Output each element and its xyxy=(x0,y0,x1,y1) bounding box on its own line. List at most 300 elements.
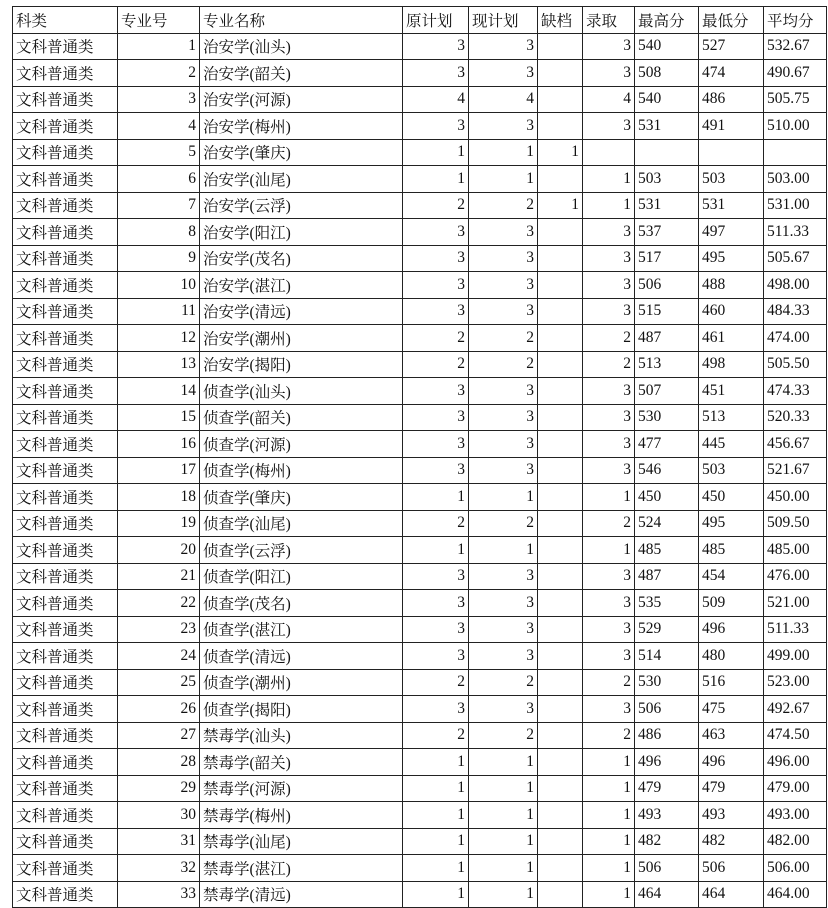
cell-highest-score xyxy=(635,139,699,166)
cell-original-plan: 3 xyxy=(403,113,469,140)
cell-admitted: 1 xyxy=(583,802,635,829)
cell-admitted: 3 xyxy=(583,60,635,87)
cell-lowest-score: 445 xyxy=(699,431,764,458)
cell-admitted: 2 xyxy=(583,351,635,378)
cell-major-name: 侦查学(潮州) xyxy=(200,669,403,696)
table-row xyxy=(13,431,827,458)
cell-category: 文科普通类 xyxy=(13,139,118,166)
cell-current-plan: 3 xyxy=(469,33,538,60)
cell-current-plan: 3 xyxy=(469,590,538,617)
cell-shortfall xyxy=(538,113,583,140)
cell-major-number: 32 xyxy=(118,855,200,882)
header-cell-current-plan: 现计划 xyxy=(469,7,538,34)
cell-original-plan: 3 xyxy=(403,404,469,431)
cell-lowest-score: 503 xyxy=(699,166,764,193)
cell-current-plan: 3 xyxy=(469,272,538,299)
table-row xyxy=(13,113,827,140)
cell-lowest-score xyxy=(699,139,764,166)
cell-original-plan: 3 xyxy=(403,590,469,617)
cell-admitted: 1 xyxy=(583,775,635,802)
cell-admitted: 3 xyxy=(583,298,635,325)
cell-shortfall xyxy=(538,722,583,749)
table-row xyxy=(13,669,827,696)
table-row xyxy=(13,828,827,855)
cell-current-plan: 2 xyxy=(469,351,538,378)
cell-major-number: 23 xyxy=(118,616,200,643)
cell-major-number: 4 xyxy=(118,113,200,140)
cell-major-number: 12 xyxy=(118,325,200,352)
cell-highest-score: 506 xyxy=(635,855,699,882)
cell-major-number: 6 xyxy=(118,166,200,193)
cell-lowest-score: 482 xyxy=(699,828,764,855)
cell-category: 文科普通类 xyxy=(13,881,118,908)
header-cell-original-plan: 原计划 xyxy=(403,7,469,34)
cell-major-number: 7 xyxy=(118,192,200,219)
cell-current-plan: 3 xyxy=(469,563,538,590)
table-row xyxy=(13,404,827,431)
cell-original-plan: 1 xyxy=(403,828,469,855)
cell-average-score: 479.00 xyxy=(764,775,827,802)
cell-category: 文科普通类 xyxy=(13,378,118,405)
cell-original-plan: 3 xyxy=(403,219,469,246)
cell-shortfall xyxy=(538,510,583,537)
cell-shortfall xyxy=(538,86,583,113)
cell-average-score xyxy=(764,139,827,166)
cell-lowest-score: 450 xyxy=(699,484,764,511)
cell-lowest-score: 493 xyxy=(699,802,764,829)
cell-shortfall xyxy=(538,855,583,882)
cell-highest-score: 531 xyxy=(635,113,699,140)
cell-lowest-score: 491 xyxy=(699,113,764,140)
cell-major-number: 20 xyxy=(118,537,200,564)
cell-category: 文科普通类 xyxy=(13,113,118,140)
cell-major-number: 26 xyxy=(118,696,200,723)
cell-original-plan: 2 xyxy=(403,722,469,749)
cell-shortfall xyxy=(538,404,583,431)
cell-original-plan: 2 xyxy=(403,325,469,352)
cell-admitted: 3 xyxy=(583,219,635,246)
cell-major-name: 侦查学(肇庆) xyxy=(200,484,403,511)
cell-major-name: 治安学(揭阳) xyxy=(200,351,403,378)
cell-current-plan: 3 xyxy=(469,245,538,272)
cell-category: 文科普通类 xyxy=(13,431,118,458)
cell-average-score: 474.00 xyxy=(764,325,827,352)
cell-category: 文科普通类 xyxy=(13,245,118,272)
cell-average-score: 493.00 xyxy=(764,802,827,829)
cell-current-plan: 3 xyxy=(469,643,538,670)
header-row xyxy=(13,7,827,34)
cell-lowest-score: 480 xyxy=(699,643,764,670)
cell-major-number: 17 xyxy=(118,457,200,484)
cell-highest-score: 496 xyxy=(635,749,699,776)
cell-lowest-score: 503 xyxy=(699,457,764,484)
cell-lowest-score: 527 xyxy=(699,33,764,60)
cell-category: 文科普通类 xyxy=(13,749,118,776)
cell-major-name: 禁毒学(汕尾) xyxy=(200,828,403,855)
cell-major-name: 治安学(云浮) xyxy=(200,192,403,219)
cell-major-number: 9 xyxy=(118,245,200,272)
cell-highest-score: 517 xyxy=(635,245,699,272)
table-row xyxy=(13,696,827,723)
cell-highest-score: 506 xyxy=(635,272,699,299)
table-row xyxy=(13,563,827,590)
table-row xyxy=(13,510,827,537)
cell-shortfall: 1 xyxy=(538,192,583,219)
cell-major-number: 31 xyxy=(118,828,200,855)
cell-highest-score: 546 xyxy=(635,457,699,484)
cell-current-plan: 3 xyxy=(469,113,538,140)
cell-shortfall xyxy=(538,881,583,908)
cell-lowest-score: 516 xyxy=(699,669,764,696)
cell-highest-score: 508 xyxy=(635,60,699,87)
cell-original-plan: 1 xyxy=(403,881,469,908)
table-row xyxy=(13,272,827,299)
cell-original-plan: 3 xyxy=(403,457,469,484)
cell-original-plan: 3 xyxy=(403,696,469,723)
cell-highest-score: 493 xyxy=(635,802,699,829)
cell-average-score: 509.50 xyxy=(764,510,827,537)
cell-highest-score: 537 xyxy=(635,219,699,246)
cell-major-name: 侦查学(湛江) xyxy=(200,616,403,643)
cell-lowest-score: 513 xyxy=(699,404,764,431)
cell-average-score: 476.00 xyxy=(764,563,827,590)
cell-average-score: 520.33 xyxy=(764,404,827,431)
cell-lowest-score: 464 xyxy=(699,881,764,908)
table-row xyxy=(13,643,827,670)
cell-category: 文科普通类 xyxy=(13,696,118,723)
cell-major-number: 5 xyxy=(118,139,200,166)
cell-average-score: 456.67 xyxy=(764,431,827,458)
cell-admitted xyxy=(583,139,635,166)
cell-highest-score: 486 xyxy=(635,722,699,749)
cell-admitted: 1 xyxy=(583,881,635,908)
cell-category: 文科普通类 xyxy=(13,669,118,696)
table-row xyxy=(13,802,827,829)
cell-major-name: 侦查学(汕尾) xyxy=(200,510,403,537)
cell-major-number: 8 xyxy=(118,219,200,246)
cell-shortfall xyxy=(538,643,583,670)
cell-original-plan: 3 xyxy=(403,378,469,405)
cell-major-number: 15 xyxy=(118,404,200,431)
cell-category: 文科普通类 xyxy=(13,404,118,431)
cell-shortfall xyxy=(538,669,583,696)
cell-major-number: 28 xyxy=(118,749,200,776)
cell-lowest-score: 475 xyxy=(699,696,764,723)
cell-category: 文科普通类 xyxy=(13,272,118,299)
cell-highest-score: 540 xyxy=(635,33,699,60)
cell-current-plan: 2 xyxy=(469,325,538,352)
cell-major-name: 治安学(潮州) xyxy=(200,325,403,352)
cell-original-plan: 3 xyxy=(403,245,469,272)
cell-major-number: 11 xyxy=(118,298,200,325)
cell-major-name: 侦查学(韶关) xyxy=(200,404,403,431)
table-row xyxy=(13,139,827,166)
table-row xyxy=(13,351,827,378)
cell-current-plan: 2 xyxy=(469,510,538,537)
table-row xyxy=(13,192,827,219)
cell-shortfall xyxy=(538,325,583,352)
cell-current-plan: 1 xyxy=(469,775,538,802)
cell-original-plan: 3 xyxy=(403,33,469,60)
cell-category: 文科普通类 xyxy=(13,166,118,193)
cell-average-score: 523.00 xyxy=(764,669,827,696)
cell-major-name: 禁毒学(湛江) xyxy=(200,855,403,882)
cell-current-plan: 4 xyxy=(469,86,538,113)
cell-original-plan: 1 xyxy=(403,855,469,882)
cell-original-plan: 2 xyxy=(403,351,469,378)
cell-average-score: 496.00 xyxy=(764,749,827,776)
cell-category: 文科普通类 xyxy=(13,325,118,352)
cell-average-score: 503.00 xyxy=(764,166,827,193)
cell-original-plan: 2 xyxy=(403,669,469,696)
cell-category: 文科普通类 xyxy=(13,33,118,60)
cell-shortfall xyxy=(538,245,583,272)
cell-shortfall xyxy=(538,166,583,193)
cell-current-plan: 3 xyxy=(469,60,538,87)
cell-average-score: 484.33 xyxy=(764,298,827,325)
cell-lowest-score: 485 xyxy=(699,537,764,564)
cell-current-plan: 3 xyxy=(469,219,538,246)
cell-lowest-score: 474 xyxy=(699,60,764,87)
cell-category: 文科普通类 xyxy=(13,537,118,564)
cell-average-score: 532.67 xyxy=(764,33,827,60)
cell-lowest-score: 486 xyxy=(699,86,764,113)
cell-major-name: 侦查学(清远) xyxy=(200,643,403,670)
cell-admitted: 1 xyxy=(583,166,635,193)
cell-category: 文科普通类 xyxy=(13,563,118,590)
cell-current-plan: 3 xyxy=(469,457,538,484)
cell-lowest-score: 460 xyxy=(699,298,764,325)
cell-lowest-score: 495 xyxy=(699,510,764,537)
table-row xyxy=(13,245,827,272)
cell-major-number: 22 xyxy=(118,590,200,617)
cell-original-plan: 1 xyxy=(403,775,469,802)
cell-average-score: 505.50 xyxy=(764,351,827,378)
cell-original-plan: 1 xyxy=(403,166,469,193)
cell-original-plan: 1 xyxy=(403,802,469,829)
cell-major-number: 2 xyxy=(118,60,200,87)
cell-major-number: 18 xyxy=(118,484,200,511)
cell-shortfall xyxy=(538,616,583,643)
cell-original-plan: 1 xyxy=(403,537,469,564)
cell-category: 文科普通类 xyxy=(13,616,118,643)
cell-highest-score: 540 xyxy=(635,86,699,113)
cell-admitted: 3 xyxy=(583,590,635,617)
cell-current-plan: 1 xyxy=(469,139,538,166)
cell-highest-score: 524 xyxy=(635,510,699,537)
cell-lowest-score: 451 xyxy=(699,378,764,405)
cell-major-number: 30 xyxy=(118,802,200,829)
cell-category: 文科普通类 xyxy=(13,590,118,617)
cell-major-name: 侦查学(河源) xyxy=(200,431,403,458)
cell-current-plan: 1 xyxy=(469,166,538,193)
cell-major-number: 10 xyxy=(118,272,200,299)
table-row xyxy=(13,33,827,60)
cell-average-score: 482.00 xyxy=(764,828,827,855)
cell-highest-score: 479 xyxy=(635,775,699,802)
cell-lowest-score: 506 xyxy=(699,855,764,882)
cell-original-plan: 3 xyxy=(403,431,469,458)
cell-major-name: 禁毒学(河源) xyxy=(200,775,403,802)
header-cell-major-name: 专业名称 xyxy=(200,7,403,34)
cell-original-plan: 3 xyxy=(403,616,469,643)
cell-admitted: 3 xyxy=(583,431,635,458)
cell-major-number: 27 xyxy=(118,722,200,749)
cell-current-plan: 2 xyxy=(469,192,538,219)
cell-original-plan: 3 xyxy=(403,643,469,670)
cell-average-score: 474.50 xyxy=(764,722,827,749)
cell-current-plan: 1 xyxy=(469,828,538,855)
cell-major-number: 13 xyxy=(118,351,200,378)
cell-lowest-score: 495 xyxy=(699,245,764,272)
cell-shortfall: 1 xyxy=(538,139,583,166)
cell-shortfall xyxy=(538,351,583,378)
cell-major-name: 侦查学(茂名) xyxy=(200,590,403,617)
cell-admitted: 2 xyxy=(583,722,635,749)
cell-lowest-score: 531 xyxy=(699,192,764,219)
cell-major-number: 1 xyxy=(118,33,200,60)
cell-average-score: 505.67 xyxy=(764,245,827,272)
cell-highest-score: 535 xyxy=(635,590,699,617)
table-row xyxy=(13,749,827,776)
cell-shortfall xyxy=(538,272,583,299)
cell-average-score: 510.00 xyxy=(764,113,827,140)
cell-major-name: 治安学(清远) xyxy=(200,298,403,325)
cell-current-plan: 3 xyxy=(469,696,538,723)
cell-lowest-score: 496 xyxy=(699,749,764,776)
cell-category: 文科普通类 xyxy=(13,192,118,219)
cell-major-number: 24 xyxy=(118,643,200,670)
cell-admitted: 4 xyxy=(583,86,635,113)
cell-shortfall xyxy=(538,828,583,855)
cell-shortfall xyxy=(538,60,583,87)
cell-average-score: 485.00 xyxy=(764,537,827,564)
cell-admitted: 1 xyxy=(583,855,635,882)
cell-average-score: 492.67 xyxy=(764,696,827,723)
cell-current-plan: 1 xyxy=(469,537,538,564)
cell-shortfall xyxy=(538,775,583,802)
cell-original-plan: 3 xyxy=(403,563,469,590)
table-row xyxy=(13,298,827,325)
cell-major-name: 治安学(肇庆) xyxy=(200,139,403,166)
cell-average-score: 498.00 xyxy=(764,272,827,299)
cell-shortfall xyxy=(538,749,583,776)
cell-shortfall xyxy=(538,457,583,484)
cell-highest-score: 507 xyxy=(635,378,699,405)
cell-highest-score: 487 xyxy=(635,563,699,590)
cell-major-name: 治安学(湛江) xyxy=(200,272,403,299)
table-row xyxy=(13,457,827,484)
cell-current-plan: 2 xyxy=(469,669,538,696)
cell-major-name: 治安学(河源) xyxy=(200,86,403,113)
cell-major-number: 19 xyxy=(118,510,200,537)
table-row xyxy=(13,722,827,749)
cell-shortfall xyxy=(538,537,583,564)
cell-major-name: 侦查学(揭阳) xyxy=(200,696,403,723)
cell-current-plan: 2 xyxy=(469,722,538,749)
cell-major-name: 侦查学(梅州) xyxy=(200,457,403,484)
table-row xyxy=(13,616,827,643)
cell-admitted: 1 xyxy=(583,537,635,564)
cell-category: 文科普通类 xyxy=(13,86,118,113)
cell-admitted: 3 xyxy=(583,33,635,60)
cell-shortfall xyxy=(538,33,583,60)
cell-highest-score: 450 xyxy=(635,484,699,511)
cell-admitted: 1 xyxy=(583,749,635,776)
cell-current-plan: 3 xyxy=(469,298,538,325)
cell-category: 文科普通类 xyxy=(13,828,118,855)
cell-original-plan: 4 xyxy=(403,86,469,113)
cell-original-plan: 3 xyxy=(403,272,469,299)
cell-average-score: 499.00 xyxy=(764,643,827,670)
cell-major-name: 治安学(梅州) xyxy=(200,113,403,140)
cell-highest-score: 503 xyxy=(635,166,699,193)
cell-major-name: 治安学(汕头) xyxy=(200,33,403,60)
cell-lowest-score: 479 xyxy=(699,775,764,802)
cell-current-plan: 3 xyxy=(469,378,538,405)
cell-highest-score: 531 xyxy=(635,192,699,219)
cell-major-number: 25 xyxy=(118,669,200,696)
cell-highest-score: 530 xyxy=(635,669,699,696)
cell-average-score: 505.75 xyxy=(764,86,827,113)
cell-original-plan: 1 xyxy=(403,484,469,511)
cell-major-number: 14 xyxy=(118,378,200,405)
cell-admitted: 2 xyxy=(583,325,635,352)
table-row xyxy=(13,775,827,802)
cell-major-number: 16 xyxy=(118,431,200,458)
cell-admitted: 3 xyxy=(583,378,635,405)
cell-major-name: 禁毒学(梅州) xyxy=(200,802,403,829)
cell-shortfall xyxy=(538,484,583,511)
cell-shortfall xyxy=(538,431,583,458)
cell-average-score: 464.00 xyxy=(764,881,827,908)
cell-current-plan: 3 xyxy=(469,404,538,431)
cell-admitted: 3 xyxy=(583,457,635,484)
cell-major-name: 治安学(茂名) xyxy=(200,245,403,272)
table-row xyxy=(13,537,827,564)
cell-lowest-score: 454 xyxy=(699,563,764,590)
cell-lowest-score: 461 xyxy=(699,325,764,352)
table-body xyxy=(13,33,827,908)
table-row xyxy=(13,484,827,511)
cell-highest-score: 529 xyxy=(635,616,699,643)
cell-original-plan: 1 xyxy=(403,749,469,776)
cell-highest-score: 477 xyxy=(635,431,699,458)
cell-category: 文科普通类 xyxy=(13,60,118,87)
cell-admitted: 3 xyxy=(583,113,635,140)
cell-shortfall xyxy=(538,219,583,246)
table-row xyxy=(13,590,827,617)
header-cell-category: 科类 xyxy=(13,7,118,34)
cell-major-number: 29 xyxy=(118,775,200,802)
cell-category: 文科普通类 xyxy=(13,855,118,882)
cell-original-plan: 3 xyxy=(403,60,469,87)
cell-major-number: 33 xyxy=(118,881,200,908)
cell-current-plan: 1 xyxy=(469,749,538,776)
cell-admitted: 3 xyxy=(583,643,635,670)
cell-shortfall xyxy=(538,590,583,617)
cell-admitted: 3 xyxy=(583,245,635,272)
cell-admitted: 2 xyxy=(583,669,635,696)
cell-highest-score: 482 xyxy=(635,828,699,855)
cell-major-name: 治安学(韶关) xyxy=(200,60,403,87)
table-row xyxy=(13,166,827,193)
table-row xyxy=(13,219,827,246)
cell-admitted: 1 xyxy=(583,192,635,219)
cell-admitted: 3 xyxy=(583,616,635,643)
table-row xyxy=(13,86,827,113)
table-row xyxy=(13,378,827,405)
